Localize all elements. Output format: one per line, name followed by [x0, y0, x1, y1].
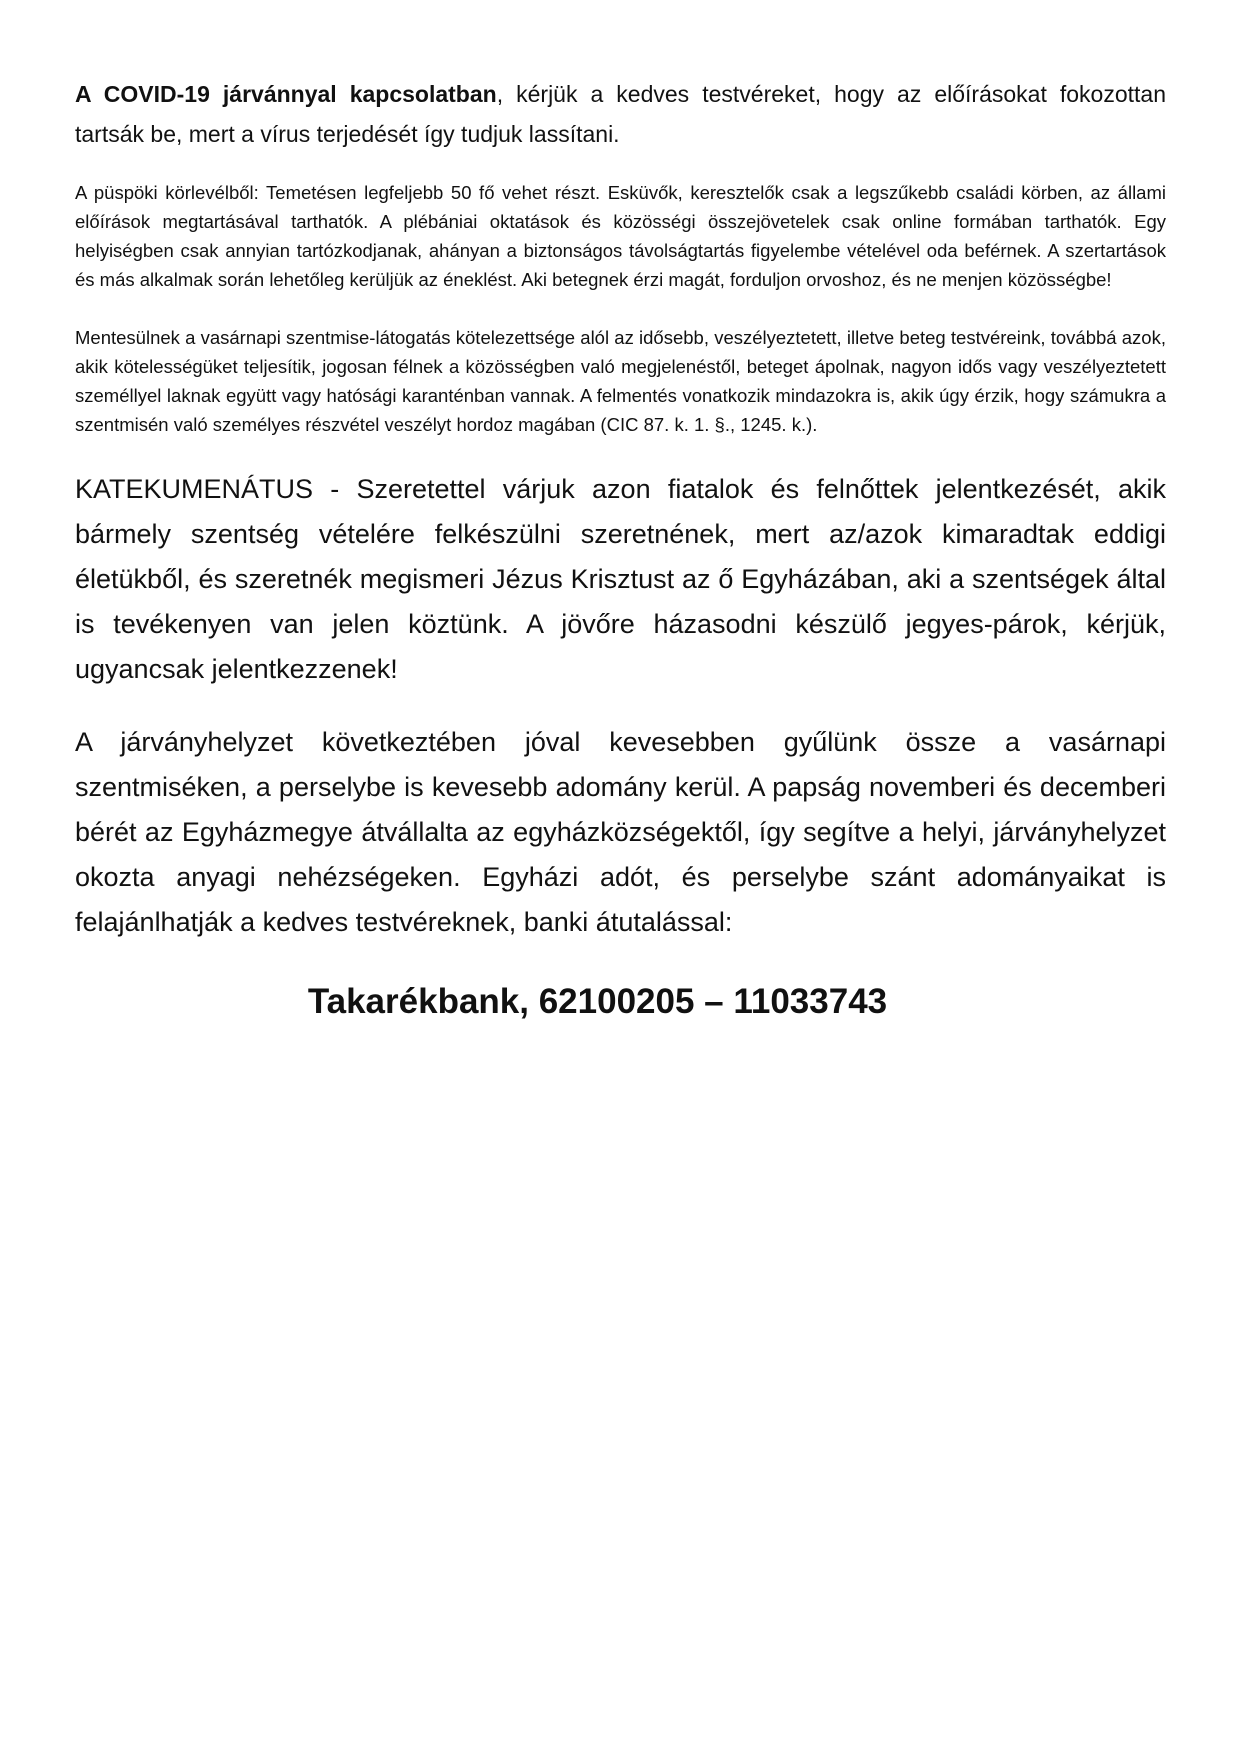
covid-intro-lead: A COVID-19 járvánnyal kapcsolatban [75, 81, 497, 107]
donation-paragraph: A járványhelyzet következtében jóval kevesebben gyűlünk össze a vasárnapi szentmiséken, a perselybe is kevesebb adomány kerül. A papság novemberi és decemberi bérét az Egyházmegye átvállalta az egyházközségektől, így segítve a helyi, járványhelyzet okozta anyagi nehézségeken. Egyházi adót, és perselybe szánt adományaikat is felajánlhatják a kedves testvéreknek, banki átutalással: [75, 727, 1166, 937]
bank-account-number: Takarékbank, 62100205 – 11033743 [307, 982, 888, 1021]
catechumenate-paragraph: KATEKUMENÁTUS - Szeretettel várjuk azon fiatalok és felnőttek jelentkezését, akik bármely szentség vételére felkészülni szeretnének, mert az/azok kimaradtak eddigi életükből, és szeretnék megismeri Jézus Krisztust az ő Egyházában, aki a szentségek által is tevékenyen van jelen köztünk. A jövőre házasodni készülő jegyes-párok, kérjük, ugyancsak jelentkezzenek! [75, 474, 1166, 684]
covid-intro-paragraph [75, 74, 1166, 154]
notice-page [75, 74, 1166, 1027]
episcopal-letter-paragraph: A püspöki körlevélből: Temetésen legfeljebb 50 fő vehet részt. Esküvők, keresztelők csak a legszűkebb családi körben, az állami előírások megtartásával tarthatók. A plébániai oktatások és közösségi összejövetelek csak online formában tarthatók. Egy helyiségben csak annyian tartózkodjanak, ahányan a biztonságos távolságtartás figyelembe vételével oda beférnek. A szertartások és más alkalmak során lehetőleg kerüljük az éneklést. Aki betegnek érzi magát, forduljon orvoshoz, és ne menjen közösségbe! [75, 182, 1166, 290]
mass-exemption-paragraph: Mentesülnek a vasárnapi szentmise-látogatás kötelezettsége alól az idősebb, veszélyeztetett, illetve beteg testvéreink, továbbá azok, akik kötelességüket teljesítik, jogosan félnek a közösségben való megjelenéstől, beteget ápolnak, nagyon idős vagy veszélyeztetett személlyel laknak együtt vagy hatósági karanténban vannak. A felmentés vonatkozik mindazokra is, akik úgy érzik, hogy számukra a szentmisén való személyes részvétel veszélyt hordoz magában (CIC 87. k. 1. §., 1245. k.). [75, 327, 1166, 435]
covid-intro-text: , kérjük a kedves testvéreket, hogy az előírásokat fokozottan tartsák be, mert a vírus terjedését így tudjuk lassítani. [75, 81, 1166, 147]
